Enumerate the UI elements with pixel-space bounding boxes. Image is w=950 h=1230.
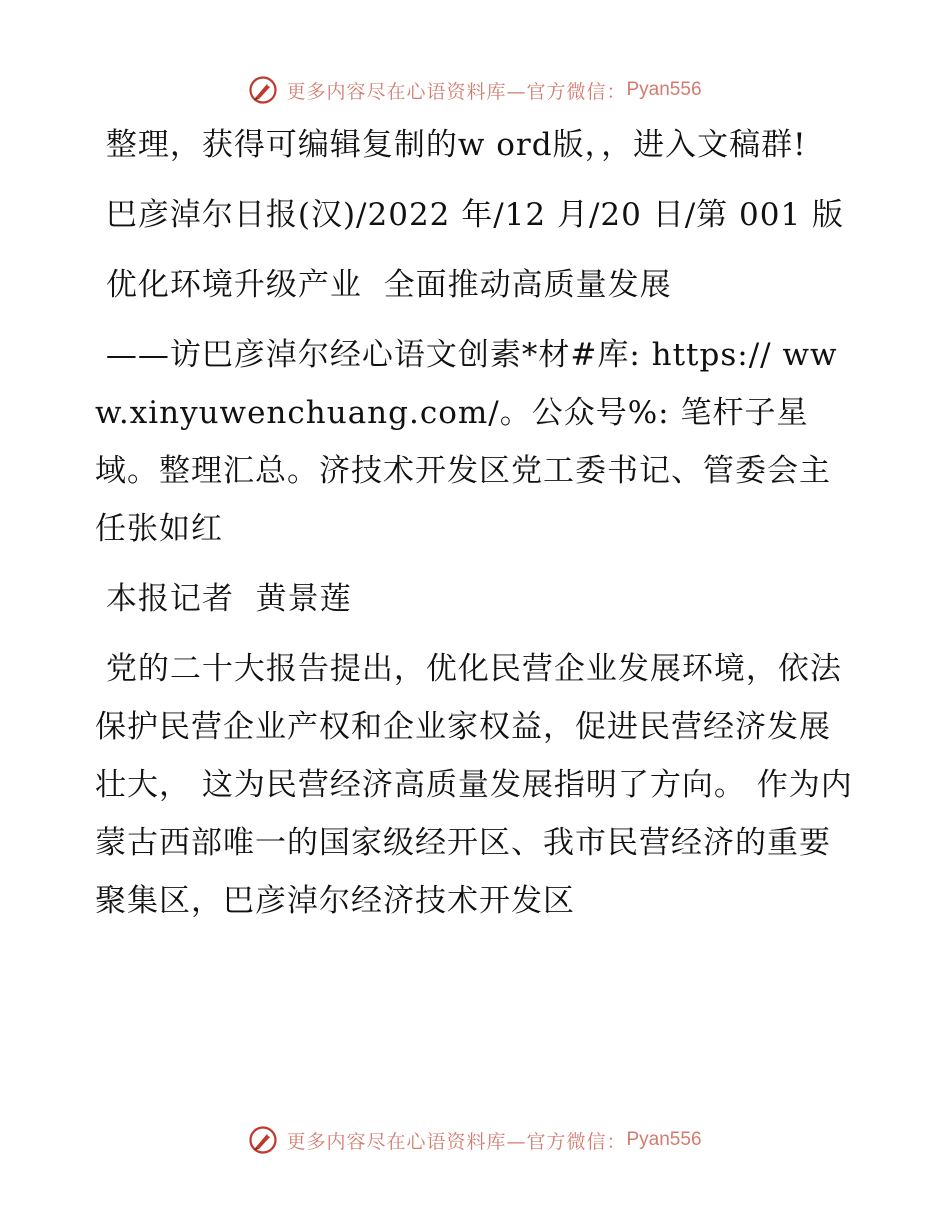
banner-text: 更多内容尽在心语资料库—官方微信： [286,1130,627,1153]
header-banner [0,70,950,110]
banner-wechat-id: Pyan556 [626,1129,702,1150]
document-body [95,116,855,930]
banner-text: 更多内容尽在心语资料库—官方微信： [286,80,627,103]
byline: 本报记者 黄景莲 [95,581,352,617]
article-subtitle: ——访巴彦淖尔经心语文创素*材#库: https:// www.xinyuwenchuang.com/。公众号%: 笔杆子星域。整理汇总。济技术开发区党工委书记、管委会主任张如红 [95,337,838,547]
footer-banner [0,1120,950,1160]
article-title: 优化环境升级产业 全面推动高质量发展 [95,267,672,303]
pen-logo-icon [248,75,278,105]
pen-logo-icon [248,1125,278,1155]
intro-paragraph: 整理，获得可编辑复制的w ord版，，进入文稿群! [95,127,807,163]
banner-wechat-id: Pyan556 [626,79,702,100]
body-paragraph: 党的二十大报告提出，优化民营企业发展环境，依法保护民营企业产权和企业家权益，促进民营经济发展壮大， 这为民营经济高质量发展指明了方向。 作为内蒙古西部唯一的国家级经开区、我市民营经济的重要聚集区，巴彦淖尔经济技术开发区 [95,651,853,919]
source-line: 巴彦淖尔日报(汉)/2022 年/12 月/20 日/第 001 版 [95,197,845,233]
